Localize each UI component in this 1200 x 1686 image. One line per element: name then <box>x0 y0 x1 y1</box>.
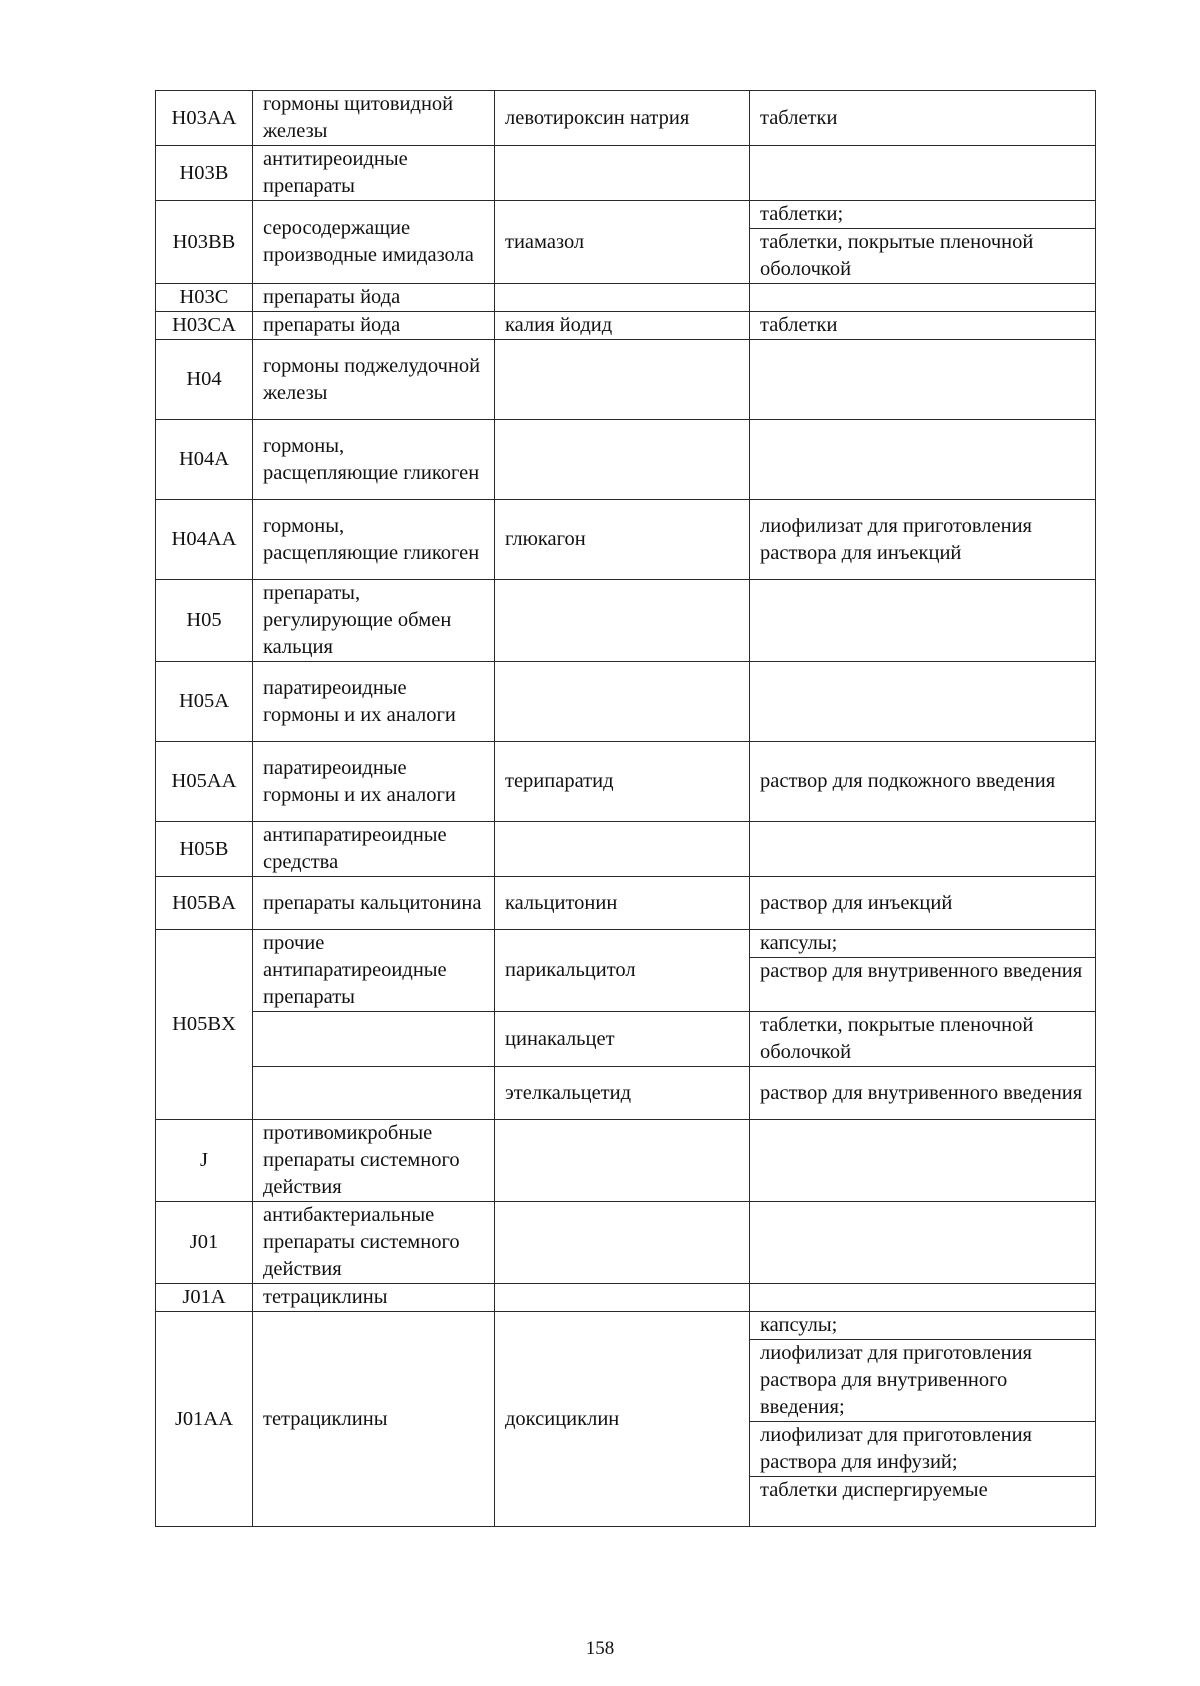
table-row <box>156 340 1096 420</box>
dosage-forms-cell <box>750 312 1096 340</box>
table-row <box>156 500 1096 580</box>
dosage-form-item: таблетки, покрытые пленочной оболочкой <box>750 228 1095 283</box>
dosage-forms-cell <box>750 1202 1096 1284</box>
atc-code-cell: J <box>156 1120 253 1202</box>
group-name-cell: гормоны щитовидной железы <box>253 91 495 146</box>
drug-name-cell <box>495 284 750 312</box>
atc-code-cell: H03C <box>156 284 253 312</box>
atc-code-cell: H03BB <box>156 201 253 284</box>
dosage-form-item: лиофилизат для приготовления раствора для инфузий; <box>750 1421 1095 1476</box>
group-name-cell: паратиреоидные гормоны и их аналоги <box>253 742 495 822</box>
drug-name-cell <box>495 822 750 877</box>
dosage-form-item: лиофилизат для приготовления раствора для внутривенного введения; <box>750 1339 1095 1421</box>
table-row <box>156 1120 1096 1202</box>
group-name-cell: препараты, регулирующие обмен кальция <box>253 580 495 662</box>
drug-name-cell <box>495 146 750 201</box>
drug-name-cell: кальцитонин <box>495 877 750 930</box>
drug-name-cell <box>495 1202 750 1284</box>
drug-name-cell: глюкагон <box>495 500 750 580</box>
drug-name-cell: терипаратид <box>495 742 750 822</box>
drug-name-cell <box>495 662 750 742</box>
atc-code-cell: H05AA <box>156 742 253 822</box>
dosage-form-item: таблетки, покрытые пленочной оболочкой <box>760 1014 1034 1063</box>
atc-code-cell: J01AA <box>156 1312 253 1527</box>
table-row <box>156 312 1096 340</box>
table-row <box>156 1312 1096 1527</box>
dosage-form-item: раствор для внутривенного введения <box>760 1081 1083 1104</box>
group-name-cell: серосодержащие производные имидазола <box>253 201 495 284</box>
atc-code-cell: H03CA <box>156 312 253 340</box>
drug-name-cell: парикальцитол <box>495 930 750 1012</box>
group-name-cell: противомикробные препараты системного действия <box>253 1120 495 1202</box>
group-name-cell <box>253 1012 495 1067</box>
table-body <box>156 91 1096 1527</box>
group-name-cell: препараты йода <box>253 312 495 340</box>
group-name-cell: препараты кальцитонина <box>253 877 495 930</box>
drug-name-cell: доксициклин <box>495 1312 750 1527</box>
dosage-form-item: таблетки диспергируемые <box>750 1476 1095 1504</box>
drug-name-cell <box>495 420 750 500</box>
page-number: 158 <box>585 1638 615 1659</box>
atc-code-cell: J01 <box>156 1202 253 1284</box>
drug-name-cell <box>495 1120 750 1202</box>
group-name-cell: гормоны поджелудочной железы <box>253 340 495 420</box>
atc-code-cell: H05B <box>156 822 253 877</box>
table-row <box>156 1284 1096 1312</box>
dosage-forms-cell <box>750 500 1096 580</box>
dosage-form-item: таблетки <box>760 106 838 129</box>
dosage-form-item: капсулы; <box>760 1314 838 1336</box>
table-row <box>156 201 1096 284</box>
dosage-forms-cell <box>750 742 1096 822</box>
atc-code-cell: H05 <box>156 580 253 662</box>
group-name-cell: гормоны, расщепляющие гликоген <box>253 420 495 500</box>
table-row <box>156 662 1096 742</box>
dosage-forms-cell <box>750 930 1096 1012</box>
dosage-forms-cell <box>750 877 1096 930</box>
group-name-cell: препараты йода <box>253 284 495 312</box>
table-row <box>156 1012 1096 1067</box>
drug-name-cell <box>495 340 750 420</box>
atc-code-cell: H05BA <box>156 877 253 930</box>
dosage-forms-cell <box>750 284 1096 312</box>
dosage-forms-cell <box>750 822 1096 877</box>
group-name-cell <box>253 1067 495 1120</box>
dosage-forms-cell <box>750 1120 1096 1202</box>
table-row <box>156 1202 1096 1284</box>
dosage-forms-cell <box>750 662 1096 742</box>
drug-name-cell: цинакальцет <box>495 1012 750 1067</box>
group-name-cell: прочие антипаратиреоидные препараты <box>253 930 495 1012</box>
dosage-forms-cell <box>750 201 1096 284</box>
drug-name-cell: левотироксин натрия <box>495 91 750 146</box>
dosage-forms-cell <box>750 146 1096 201</box>
drug-name-cell: тиамазол <box>495 201 750 284</box>
dosage-form-item: таблетки <box>760 314 838 336</box>
atc-code-cell: H04A <box>156 420 253 500</box>
table-row <box>156 284 1096 312</box>
drug-name-cell: калия йодид <box>495 312 750 340</box>
dosage-forms-cell <box>750 420 1096 500</box>
atc-code-cell: H05A <box>156 662 253 742</box>
atc-code-cell: H04 <box>156 340 253 420</box>
table-row <box>156 420 1096 500</box>
group-name-cell: паратиреоидные гормоны и их аналоги <box>253 662 495 742</box>
drug-name-cell: этелкальцетид <box>495 1067 750 1120</box>
table-row <box>156 930 1096 1012</box>
table-row <box>156 822 1096 877</box>
dosage-form-item: раствор для внутривенного введения <box>750 957 1095 985</box>
dosage-forms-cell <box>750 1067 1096 1120</box>
table-row <box>156 1067 1096 1120</box>
dosage-forms-cell <box>750 1312 1096 1527</box>
group-name-cell: тетрациклины <box>253 1312 495 1527</box>
atc-code-cell: H03AA <box>156 91 253 146</box>
drug-name-cell <box>495 1284 750 1312</box>
dosage-forms-cell <box>750 91 1096 146</box>
atc-code-cell: H04AA <box>156 500 253 580</box>
table-row <box>156 146 1096 201</box>
table-row <box>156 580 1096 662</box>
atc-code-cell: H05BX <box>156 930 253 1120</box>
dosage-form-item: капсулы; <box>760 932 838 954</box>
group-name-cell: антитиреоидные препараты <box>253 146 495 201</box>
group-name-cell: антипаратиреоидные средства <box>253 822 495 877</box>
atc-code-cell: J01A <box>156 1284 253 1312</box>
drug-name-cell <box>495 580 750 662</box>
group-name-cell: гормоны, расщепляющие гликоген <box>253 500 495 580</box>
group-name-cell: антибактериальные препараты системного действия <box>253 1202 495 1284</box>
dosage-forms-cell <box>750 1012 1096 1067</box>
drug-list-table <box>155 90 1096 1527</box>
dosage-forms-cell <box>750 340 1096 420</box>
table-row <box>156 877 1096 930</box>
dosage-forms-cell <box>750 1284 1096 1312</box>
dosage-form-item: раствор для инъекций <box>760 891 953 914</box>
dosage-form-item: лиофилизат для приготовления раствора для инъекций <box>760 514 1032 564</box>
table-row <box>156 91 1096 146</box>
atc-code-cell: H03B <box>156 146 253 201</box>
table-row <box>156 742 1096 822</box>
dosage-form-item: таблетки; <box>760 203 844 225</box>
dosage-forms-cell <box>750 580 1096 662</box>
group-name-cell: тетрациклины <box>253 1284 495 1312</box>
dosage-form-item: раствор для подкожного введения <box>760 770 1056 792</box>
